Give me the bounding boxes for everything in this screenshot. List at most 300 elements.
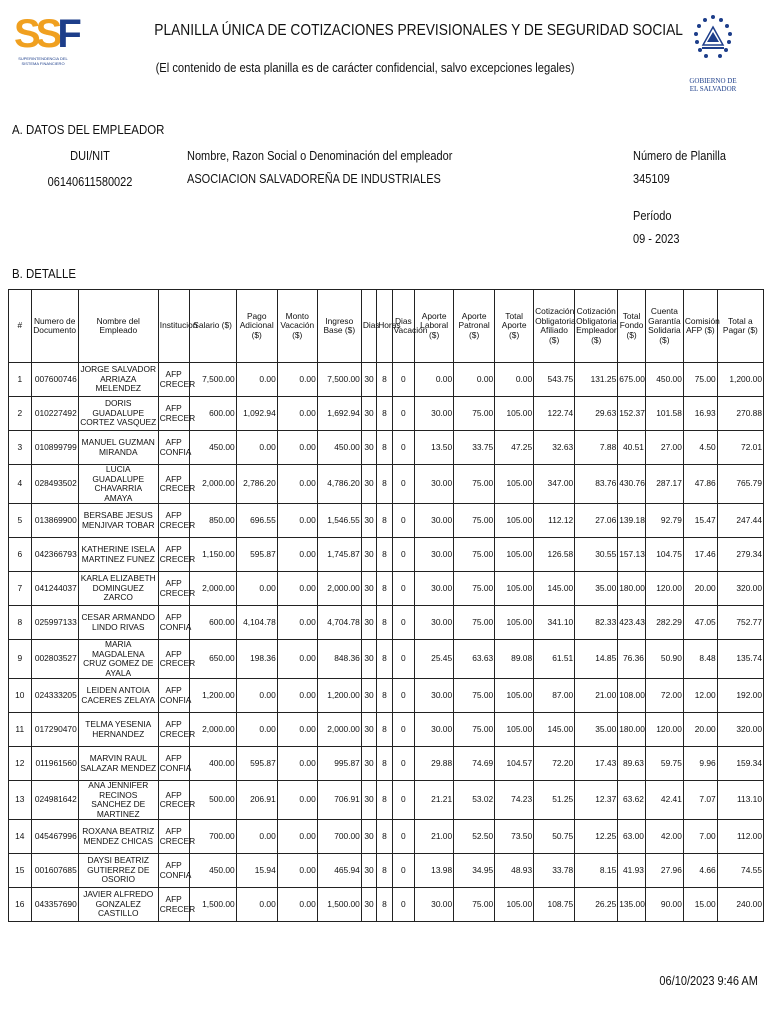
table-cell: 0.00 (277, 747, 317, 781)
table-cell: 7.00 (683, 820, 717, 854)
table-cell: 75.00 (454, 397, 495, 431)
table-cell: AFP CRECER (158, 820, 189, 854)
table-cell: 423.43 (618, 606, 646, 640)
table-cell: 0 (392, 363, 415, 397)
table-cell: 63.63 (454, 640, 495, 679)
table-cell: 675.00 (618, 363, 646, 397)
table-cell: 0.00 (277, 538, 317, 572)
table-cell: 7.07 (683, 781, 717, 820)
document-number-cell: 042366793 (31, 538, 78, 572)
gov-logo-text-1: GOBIERNO DE (689, 77, 737, 85)
table-cell: 152.37 (618, 397, 646, 431)
table-cell: 47.05 (683, 606, 717, 640)
table-cell: 87.00 (534, 679, 575, 713)
table-cell: 135.00 (618, 888, 646, 922)
table-cell: AFP CRECER (158, 363, 189, 397)
table-cell: 12.25 (575, 820, 618, 854)
table-cell: AFP CRECER (158, 888, 189, 922)
ssf-logo (14, 12, 77, 70)
table-cell: 25.45 (415, 640, 454, 679)
table-cell: 47.86 (683, 465, 717, 504)
table-cell: 7 (9, 572, 32, 606)
period-label: Período (633, 209, 672, 223)
table-cell: 30 (361, 465, 376, 504)
table-cell: 0.00 (236, 820, 277, 854)
table-cell: AFP CRECER (158, 397, 189, 431)
table-cell: 74.55 (717, 854, 763, 888)
column-header: # (9, 290, 32, 363)
table-cell: 0.00 (236, 679, 277, 713)
planilla-number-value: 345109 (633, 172, 670, 186)
table-cell: 8 (377, 572, 392, 606)
column-header: Total Aporte ($) (495, 290, 534, 363)
table-cell: 35.00 (575, 572, 618, 606)
table-cell: 1,150.00 (189, 538, 236, 572)
table-cell: 30.55 (575, 538, 618, 572)
table-cell: 105.00 (495, 465, 534, 504)
table-cell: 465.94 (317, 854, 361, 888)
table-cell: 4 (9, 465, 32, 504)
table-cell: 33.75 (454, 431, 495, 465)
dui-label: DUI/NIT (70, 149, 110, 163)
employee-name-cell: MARIA MAGDALENA CRUZ GOMEZ DE AYALA (78, 640, 158, 679)
table-cell: 30 (361, 679, 376, 713)
table-row (9, 781, 764, 820)
table-cell: 706.91 (317, 781, 361, 820)
document-number-cell: 010899799 (31, 431, 78, 465)
table-cell: 595.87 (236, 538, 277, 572)
table-cell: 11 (9, 713, 32, 747)
table-cell: 1,200.00 (717, 363, 763, 397)
table-cell: 850.00 (189, 504, 236, 538)
table-cell: 10 (9, 679, 32, 713)
table-cell: 0.00 (415, 363, 454, 397)
table-cell: 75.00 (454, 465, 495, 504)
document-number-cell: 007600746 (31, 363, 78, 397)
employee-name-cell: DAYSI BEATRIZ GUTIERREZ DE OSORIO (78, 854, 158, 888)
column-header: Aporte Laboral ($) (415, 290, 454, 363)
table-cell: 192.00 (717, 679, 763, 713)
planilla-number-label: Número de Planilla (633, 149, 726, 163)
table-cell: 282.29 (645, 606, 683, 640)
document-number-cell: 002803527 (31, 640, 78, 679)
table-cell: 26.25 (575, 888, 618, 922)
table-cell: 105.00 (495, 397, 534, 431)
table-cell: 17.43 (575, 747, 618, 781)
table-cell: 13 (9, 781, 32, 820)
table-body (9, 363, 764, 922)
table-cell: 51.25 (534, 781, 575, 820)
table-cell: 17.46 (683, 538, 717, 572)
table-row (9, 640, 764, 679)
table-cell: 12.00 (683, 679, 717, 713)
table-cell: 131.25 (575, 363, 618, 397)
table-cell: 104.57 (495, 747, 534, 781)
column-header: Institucion (158, 290, 189, 363)
header-row (9, 290, 764, 363)
table-cell: 122.74 (534, 397, 575, 431)
table-cell: 73.50 (495, 820, 534, 854)
table-cell: 320.00 (717, 572, 763, 606)
table-cell: 90.00 (645, 888, 683, 922)
document-number-cell: 045467996 (31, 820, 78, 854)
table-cell: AFP CRECER (158, 572, 189, 606)
table-cell: 180.00 (618, 572, 646, 606)
table-cell: 4,786.20 (317, 465, 361, 504)
table-cell: 8 (377, 606, 392, 640)
employee-name-cell: KATHERINE ISELA MARTINEZ FUNEZ (78, 538, 158, 572)
table-cell: 1,546.55 (317, 504, 361, 538)
table-cell: 8.15 (575, 854, 618, 888)
table-cell: 0.00 (454, 363, 495, 397)
document-number-cell: 017290470 (31, 713, 78, 747)
table-cell: 29.88 (415, 747, 454, 781)
table-cell: 430.76 (618, 465, 646, 504)
table-cell: 450.00 (645, 363, 683, 397)
table-cell: AFP CONFIA (158, 747, 189, 781)
table-cell: 1,692.94 (317, 397, 361, 431)
contributions-table (8, 289, 764, 922)
table-cell: 21.21 (415, 781, 454, 820)
table-cell: 15.00 (683, 888, 717, 922)
table-cell: 16.93 (683, 397, 717, 431)
table-cell: 4.66 (683, 854, 717, 888)
table-cell: AFP CRECER (158, 465, 189, 504)
table-cell: 0.00 (236, 363, 277, 397)
table-cell: 12 (9, 747, 32, 781)
table-cell: 700.00 (317, 820, 361, 854)
column-header: Nombre del Empleado (78, 290, 158, 363)
table-cell: 0 (392, 431, 415, 465)
table-cell: 287.17 (645, 465, 683, 504)
table-cell: 450.00 (189, 431, 236, 465)
employee-name-cell: BERSABE JESUS MENJIVAR TOBAR (78, 504, 158, 538)
table-cell: 105.00 (495, 679, 534, 713)
table-row (9, 713, 764, 747)
table-cell: 7.88 (575, 431, 618, 465)
table-cell: 8 (377, 888, 392, 922)
table-cell: 16 (9, 888, 32, 922)
table-cell: 27.00 (645, 431, 683, 465)
table-cell: 0.00 (277, 854, 317, 888)
table-row (9, 606, 764, 640)
period-value: 09 - 2023 (633, 232, 680, 246)
table-cell: 848.36 (317, 640, 361, 679)
table-head (9, 290, 764, 363)
table-cell: 75.00 (454, 888, 495, 922)
table-cell: 2,000.00 (317, 572, 361, 606)
employee-name-cell: MANUEL GUZMAN MIRANDA (78, 431, 158, 465)
document-number-cell: 028493502 (31, 465, 78, 504)
employee-name-cell: LEIDEN ANTOIA CACERES ZELAYA (78, 679, 158, 713)
table-cell: 0 (392, 747, 415, 781)
column-header: Cuenta Garantía Solidaria ($) (645, 290, 683, 363)
table-cell: 0 (392, 713, 415, 747)
column-header: Aporte Patronal ($) (454, 290, 495, 363)
table-cell: 0 (392, 820, 415, 854)
table-cell: 500.00 (189, 781, 236, 820)
table-cell: 8 (377, 854, 392, 888)
table-row (9, 854, 764, 888)
table-cell: 30 (361, 572, 376, 606)
table-cell: 1,200.00 (317, 679, 361, 713)
table-cell: 240.00 (717, 888, 763, 922)
table-cell: 9.96 (683, 747, 717, 781)
table-cell: 157.13 (618, 538, 646, 572)
table-cell: 4,704.78 (317, 606, 361, 640)
detail-section-title: B. DETALLE (12, 266, 77, 281)
column-header: Dias (361, 290, 376, 363)
column-header: Ingreso Base ($) (317, 290, 361, 363)
employer-section-title: A. DATOS DEL EMPLEADOR (12, 122, 165, 137)
table-row (9, 888, 764, 922)
employee-name-cell: JAVIER ALFREDO GONZALEZ CASTILLO (78, 888, 158, 922)
table-cell: 105.00 (495, 538, 534, 572)
column-header: Total a Pagar ($) (717, 290, 763, 363)
table-row (9, 747, 764, 781)
table-cell: 61.51 (534, 640, 575, 679)
table-cell: 0.00 (236, 888, 277, 922)
table-cell: 75.00 (683, 363, 717, 397)
table-cell: 135.74 (717, 640, 763, 679)
table-row (9, 538, 764, 572)
table-cell: 27.96 (645, 854, 683, 888)
column-header: Monto Vacación ($) (277, 290, 317, 363)
table-cell: 247.44 (717, 504, 763, 538)
table-cell: 47.25 (495, 431, 534, 465)
table-cell: 320.00 (717, 713, 763, 747)
table-cell: 30 (361, 363, 376, 397)
table-cell: 279.34 (717, 538, 763, 572)
table-cell: 1,200.00 (189, 679, 236, 713)
table-cell: 30.00 (415, 538, 454, 572)
print-timestamp: 06/10/2023 9:46 AM (659, 974, 758, 988)
table-cell: 198.36 (236, 640, 277, 679)
table-cell: 600.00 (189, 397, 236, 431)
table-cell: 105.00 (495, 606, 534, 640)
table-cell: 1 (9, 363, 32, 397)
table-cell: AFP CONFIA (158, 679, 189, 713)
table-cell: 74.69 (454, 747, 495, 781)
employee-name-cell: MARVIN RAUL SALAZAR MENDEZ (78, 747, 158, 781)
table-cell: 42.41 (645, 781, 683, 820)
table-cell: 30.00 (415, 572, 454, 606)
table-cell: 400.00 (189, 747, 236, 781)
table-cell: 72.20 (534, 747, 575, 781)
table-cell: 30 (361, 781, 376, 820)
table-cell: 30 (361, 747, 376, 781)
table-cell: 0 (392, 888, 415, 922)
table-cell: 0.00 (277, 397, 317, 431)
document-title: PLANILLA ÚNICA DE COTIZACIONES PREVISIONALES Y DE SEGURIDAD SOCIAL (154, 22, 683, 39)
table-row (9, 431, 764, 465)
table-cell: 8 (377, 538, 392, 572)
document-number-cell: 025997133 (31, 606, 78, 640)
table-cell: 180.00 (618, 713, 646, 747)
table-cell: 27.06 (575, 504, 618, 538)
table-cell: 41.93 (618, 854, 646, 888)
gov-logo-text-2: EL SALVADOR (689, 85, 737, 93)
table-cell: 112.12 (534, 504, 575, 538)
table-cell: 14 (9, 820, 32, 854)
coat-of-arms-icon (693, 14, 733, 72)
table-cell: 63.00 (618, 820, 646, 854)
table-cell: 1,745.87 (317, 538, 361, 572)
table-cell: 53.02 (454, 781, 495, 820)
table-cell: 92.79 (645, 504, 683, 538)
table-cell: 2,000.00 (317, 713, 361, 747)
table-cell: 0 (392, 640, 415, 679)
table-cell: 450.00 (189, 854, 236, 888)
table-cell: AFP CONFIA (158, 854, 189, 888)
table-cell: 30 (361, 640, 376, 679)
table-cell: 13.98 (415, 854, 454, 888)
table-cell: 35.00 (575, 713, 618, 747)
table-row (9, 504, 764, 538)
table-cell: 75.00 (454, 504, 495, 538)
table-cell: 15.47 (683, 504, 717, 538)
table-cell: 105.00 (495, 888, 534, 922)
table-cell: 104.75 (645, 538, 683, 572)
table-cell: 30 (361, 854, 376, 888)
table-cell: 0.00 (236, 572, 277, 606)
employee-name-cell: TELMA YESENIA HERNANDEZ (78, 713, 158, 747)
table-cell: 1,500.00 (189, 888, 236, 922)
document-subtitle: (El contenido de esta planilla es de carácter confidencial, salvo excepciones legales) (155, 60, 575, 75)
table-cell: 1,092.94 (236, 397, 277, 431)
table-cell: 8.48 (683, 640, 717, 679)
table-cell: 75.00 (454, 679, 495, 713)
table-cell: 29.63 (575, 397, 618, 431)
employee-name-cell: LUCIA GUADALUPE CHAVARRIA AMAYA (78, 465, 158, 504)
table-cell: 0 (392, 572, 415, 606)
table-cell: 8 (377, 679, 392, 713)
table-cell: 341.10 (534, 606, 575, 640)
gobierno-el-salvador-logo (688, 14, 738, 106)
table-cell: 72.00 (645, 679, 683, 713)
table-cell: 83.76 (575, 465, 618, 504)
ssf-logo-letters: SSF (14, 12, 77, 56)
table-cell: 0.00 (277, 465, 317, 504)
table-cell: 105.00 (495, 713, 534, 747)
table-cell: 105.00 (495, 504, 534, 538)
table-cell: 75.00 (454, 572, 495, 606)
table-cell: 76.36 (618, 640, 646, 679)
table-cell: 126.58 (534, 538, 575, 572)
table-cell: 30 (361, 504, 376, 538)
table-cell: 59.75 (645, 747, 683, 781)
table-cell: 30 (361, 397, 376, 431)
document-number-cell: 010227492 (31, 397, 78, 431)
table-cell: 30.00 (415, 888, 454, 922)
table-cell: 0.00 (277, 572, 317, 606)
column-header: Total Fondo ($) (618, 290, 646, 363)
table-cell: 40.51 (618, 431, 646, 465)
table-cell: 8 (377, 640, 392, 679)
table-cell: 2,000.00 (189, 465, 236, 504)
table-cell: 30.00 (415, 679, 454, 713)
table-cell: 12.37 (575, 781, 618, 820)
employee-name-cell: ANA JENNIFER RECINOS SANCHEZ DE MARTINEZ (78, 781, 158, 820)
table-cell: 0.00 (277, 820, 317, 854)
document-number-cell: 024333205 (31, 679, 78, 713)
table-cell: 347.00 (534, 465, 575, 504)
table-cell: 2 (9, 397, 32, 431)
table-cell: 0 (392, 679, 415, 713)
table-cell: 8 (377, 781, 392, 820)
table-cell: 30 (361, 820, 376, 854)
table-cell: 3 (9, 431, 32, 465)
table-cell: 120.00 (645, 572, 683, 606)
table-cell: AFP CRECER (158, 538, 189, 572)
table-cell: AFP CONFIA (158, 431, 189, 465)
column-header: Salario ($) (189, 290, 236, 363)
table-cell: 0.00 (277, 888, 317, 922)
table-cell: 8 (377, 397, 392, 431)
table-cell: 0 (392, 465, 415, 504)
table-cell: 30 (361, 888, 376, 922)
table-cell: 0.00 (277, 504, 317, 538)
table-cell: 30.00 (415, 465, 454, 504)
table-cell: 15 (9, 854, 32, 888)
table-cell: 0.00 (277, 781, 317, 820)
table-cell: 0 (392, 781, 415, 820)
table-cell: AFP CRECER (158, 504, 189, 538)
table-cell: AFP CRECER (158, 640, 189, 679)
table-cell: 15.94 (236, 854, 277, 888)
table-cell: 8 (377, 747, 392, 781)
table-cell: 75.00 (454, 606, 495, 640)
table-cell: 2,786.20 (236, 465, 277, 504)
column-header: Pago Adicional ($) (236, 290, 277, 363)
table-cell: 8 (9, 606, 32, 640)
table-cell: 145.00 (534, 572, 575, 606)
table-cell: 270.88 (717, 397, 763, 431)
table-cell: 75.00 (454, 713, 495, 747)
table-cell: 8 (377, 713, 392, 747)
table-cell: 13.50 (415, 431, 454, 465)
employee-name-cell: DORIS GUADALUPE CORTEZ VASQUEZ (78, 397, 158, 431)
table-cell: 34.95 (454, 854, 495, 888)
table-cell: 595.87 (236, 747, 277, 781)
table-cell: 8 (377, 465, 392, 504)
table-cell: 113.10 (717, 781, 763, 820)
document-number-cell: 041244037 (31, 572, 78, 606)
table-cell: 20.00 (683, 713, 717, 747)
table-cell: 14.85 (575, 640, 618, 679)
dui-value: 06140611580022 (47, 175, 133, 189)
column-header: Numero de Documento (31, 290, 78, 363)
table-cell: 450.00 (317, 431, 361, 465)
table-cell: 0 (392, 606, 415, 640)
table-cell: 30 (361, 538, 376, 572)
table-cell: 0.00 (277, 640, 317, 679)
table-cell: 206.91 (236, 781, 277, 820)
table-cell: 30.00 (415, 397, 454, 431)
table-cell: 72.01 (717, 431, 763, 465)
table-cell: 752.77 (717, 606, 763, 640)
table-cell: 8 (377, 820, 392, 854)
document-number-cell: 011961560 (31, 747, 78, 781)
table-cell: 50.75 (534, 820, 575, 854)
table-cell: AFP CRECER (158, 781, 189, 820)
table-cell: 0.00 (277, 606, 317, 640)
employee-name-cell: JORGE SALVADOR ARRIAZA MELENDEZ (78, 363, 158, 397)
table-cell: 75.00 (454, 538, 495, 572)
table-cell: 120.00 (645, 713, 683, 747)
table-cell: 101.58 (645, 397, 683, 431)
column-header: Comisión AFP ($) (683, 290, 717, 363)
